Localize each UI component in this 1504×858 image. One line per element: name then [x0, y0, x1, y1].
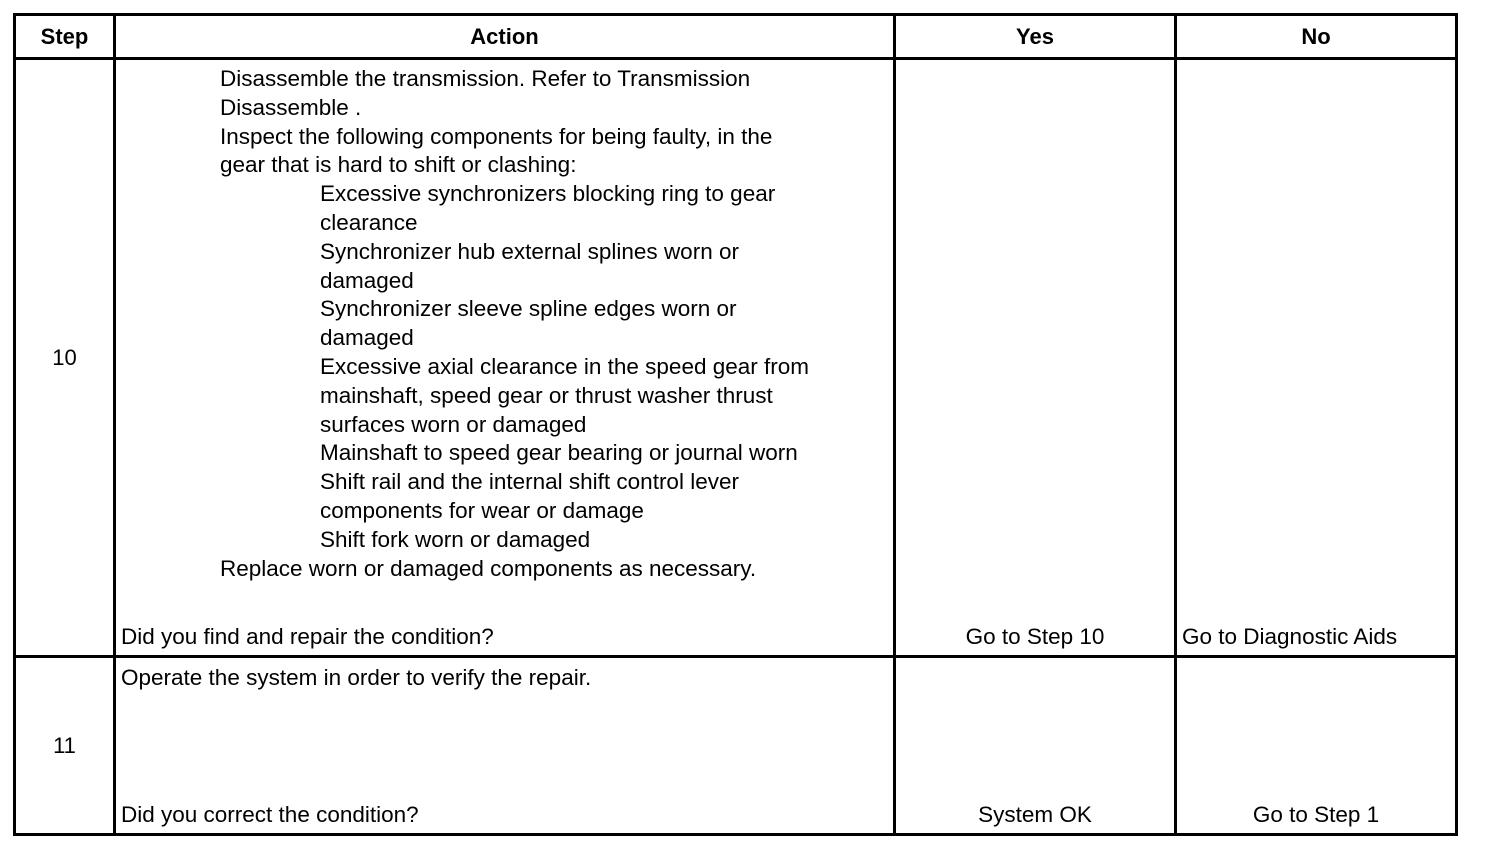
question-text: Did you find and repair the condition?: [121, 624, 494, 649]
list-item: Excessive axial clearance in the speed gear from: [320, 353, 810, 379]
list-item: Mainshaft to speed gear bearing or journal worn: [320, 440, 798, 466]
yes-answer: System OK: [978, 802, 1092, 827]
action-cell: [115, 59, 895, 657]
action-line: gear that is hard to shift or clashing:: [220, 152, 577, 178]
no-answer: Go to Step 1: [1252, 802, 1380, 827]
no-cell: [1176, 59, 1457, 657]
action-line: Inspect the following components for being faulty, in the: [220, 123, 773, 149]
header-row: [15, 15, 1457, 59]
action-line: Disassemble the transmission. Refer to Transmission: [220, 66, 751, 91]
yes-answer: Go to Step 10: [965, 624, 1105, 649]
list-item: mainshaft, speed gear or thrust washer thrust: [320, 382, 773, 408]
step-number: 10: [15, 59, 115, 657]
list-item: damaged: [320, 325, 414, 351]
list-item: components for wear or damage: [320, 497, 644, 523]
list-item: clearance: [320, 209, 418, 235]
action-line: Replace worn or damaged components as necessary.: [220, 555, 757, 581]
diagnostic-table: [13, 13, 1458, 836]
list-item: Synchronizer hub external splines worn or: [320, 238, 739, 264]
table-row: [15, 657, 1457, 835]
list-item: damaged: [320, 267, 414, 293]
yes-cell: [895, 657, 1176, 835]
list-item: Shift rail and the internal shift control lever: [320, 469, 739, 495]
list-item: Shift fork worn or damaged: [320, 526, 591, 552]
action-line: Disassemble .: [220, 94, 362, 120]
no-cell: [1176, 657, 1457, 835]
action-cell: [115, 657, 895, 835]
step-number: 11: [15, 657, 115, 835]
no-answer: Go to Diagnostic Aids: [1182, 624, 1398, 649]
header-step: Step: [15, 15, 115, 59]
table-row: [15, 59, 1457, 657]
header-action: Action: [115, 15, 895, 59]
header-no: No: [1176, 15, 1457, 59]
action-body: [116, 60, 893, 583]
list-item: Synchronizer sleeve spline edges worn or: [320, 296, 737, 322]
list-item: surfaces worn or damaged: [320, 411, 587, 437]
yes-cell: [895, 59, 1176, 657]
header-yes: Yes: [895, 15, 1176, 59]
list-item: Excessive synchronizers blocking ring to gear: [320, 181, 776, 207]
question-text: Did you correct the condition?: [121, 802, 419, 827]
action-line: Operate the system in order to verify the repair.: [121, 665, 592, 690]
